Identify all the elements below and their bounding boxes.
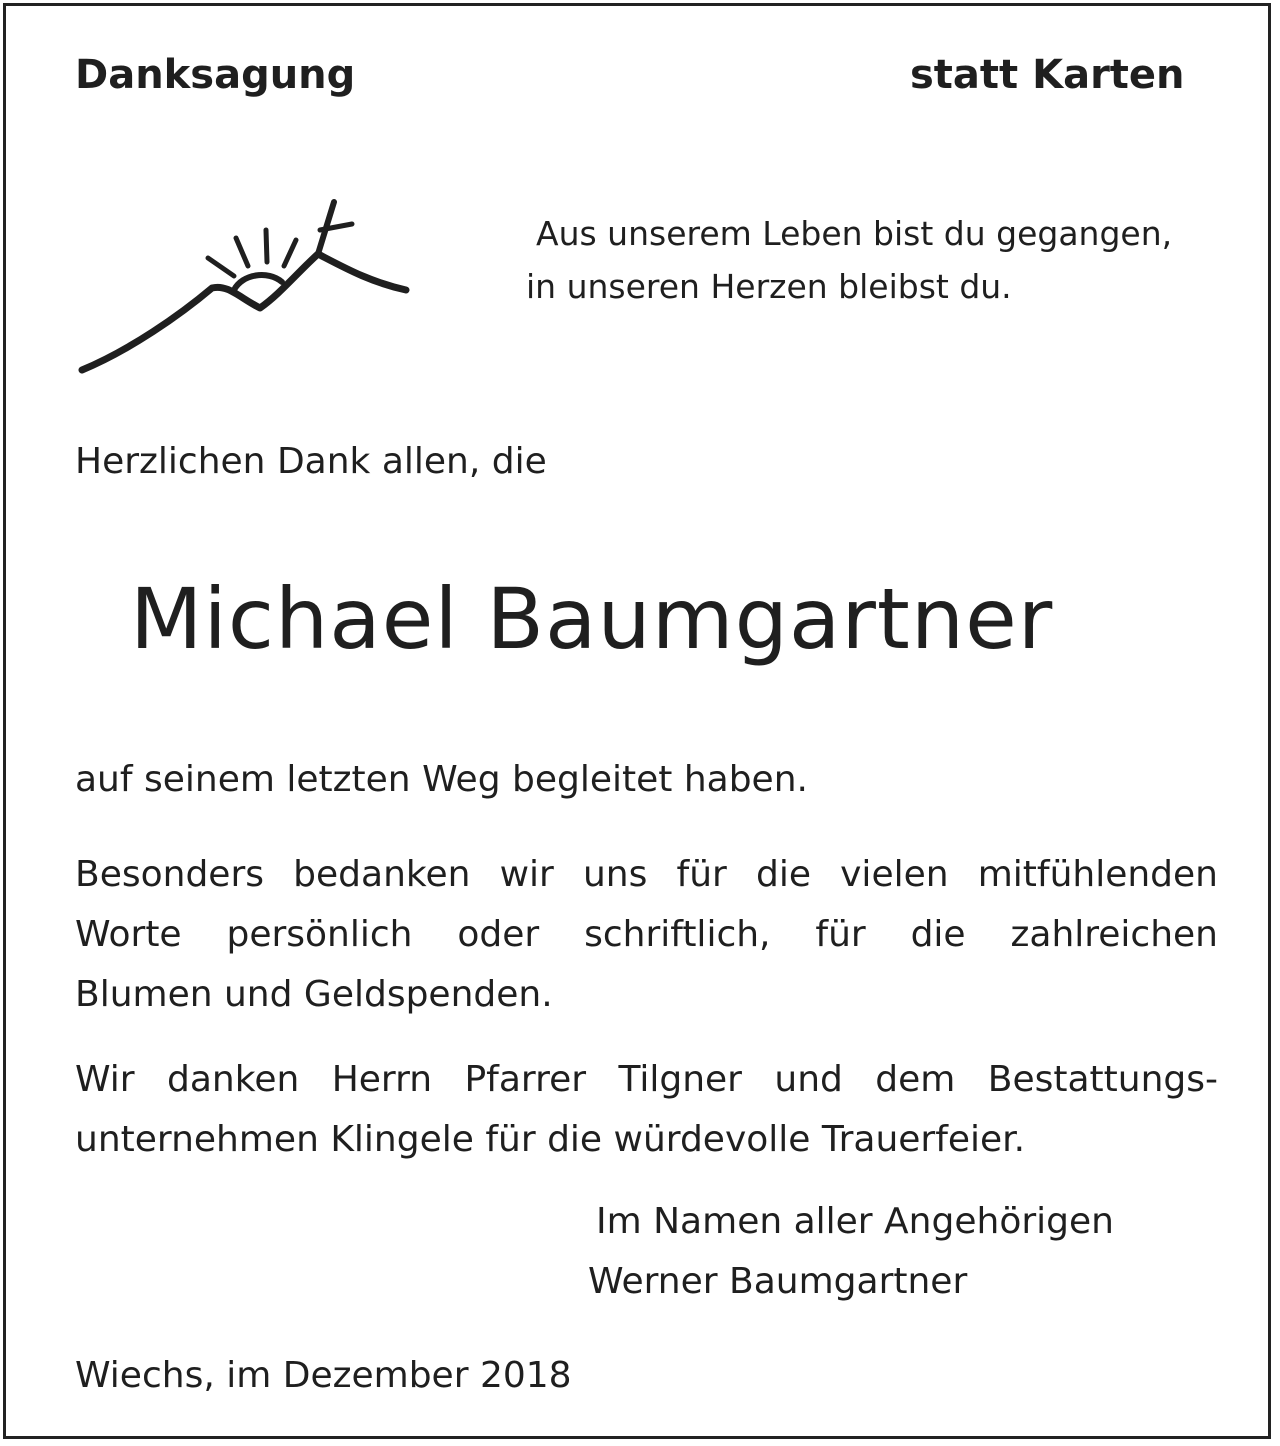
paragraph-thanks-condolences <box>75 845 1218 1025</box>
heading-statt-karten: statt Karten <box>910 52 1185 98</box>
verse-line-1: Aus unserem Leben bist du gegangen, <box>536 214 1173 253</box>
paragraph1-line3: Blumen und Geldspenden. <box>75 974 553 1015</box>
paragraph-thanks-pastor <box>75 1050 1218 1170</box>
intro-text: Herzlichen Dank allen, die <box>75 441 547 482</box>
deceased-name: Michael Baumgartner <box>130 570 1054 668</box>
paragraph1-line1: Besonders bedanken wir uns für die vielen mitfühlenden <box>75 854 1218 895</box>
verse-line-2: in unseren Herzen bleibst du. <box>526 267 1012 306</box>
paragraph2-line2: unternehmen Klingele für die würdevolle Trauerfeier. <box>75 1119 1026 1160</box>
place-and-date: Wiechs, im Dezember 2018 <box>75 1355 572 1396</box>
mountain-sun-cross-icon <box>70 190 420 390</box>
after-name-text: auf seinem letzten Weg begleitet haben. <box>75 759 808 800</box>
heading-danksagung: Danksagung <box>75 52 356 98</box>
paragraph1-line2: Worte persönlich oder schriftlich, für die zahlreichen <box>75 914 1218 955</box>
signature-line-1: Im Namen aller Angehörigen <box>596 1201 1114 1242</box>
signature-name: Werner Baumgartner <box>588 1261 968 1302</box>
paragraph2-line1: Wir danken Herrn Pfarrer Tilgner und dem Bestattungs- <box>75 1059 1218 1100</box>
